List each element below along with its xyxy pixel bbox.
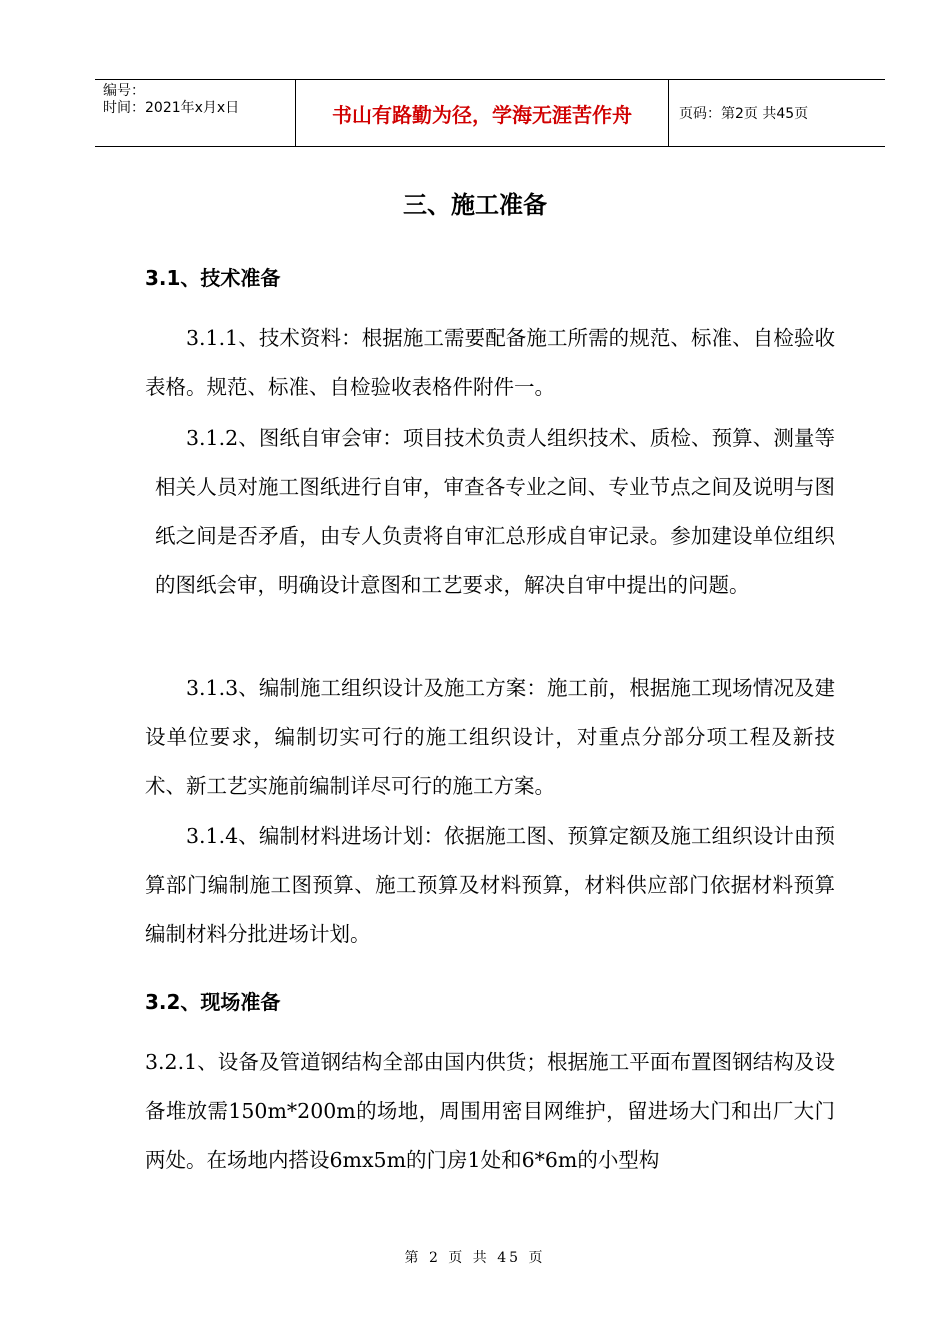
header-left-cell [95,80,295,146]
paragraph-3-1-2: 3.1.2、图纸自审会审：项目技术负责人组织技术、质检、预算、测量等相关人员对施工图纸进行自审，审查各专业之间、专业节点之间及说明与图纸之间是否矛盾，由专人负责将自审汇总形成自审记录。参加建设单位组织的图纸会审，明确设计意图和工艺要求，解决自审中提出的问题。 [155,426,835,597]
motto: 书山有路勤为径，学海无涯苦作舟 [295,80,669,146]
number-label: 编号： [103,83,145,99]
paragraph-3-1-3: 3.1.3、编制施工组织设计及施工方案：施工前，根据施工现场情况及建设单位要求，编制切实可行的施工组织设计，对重点分部分项工程及新技术、新工艺实施前编制详尽可行的施工方案。 [145,676,835,798]
paragraph-3-2-1: 3.2.1、设备及管道钢结构全部由国内供货；根据施工平面布置图钢结构及设备堆放需150m*200m的场地，周围用密目网维护，留进场大门和出厂大门两处。在场地内搭设6mx5m的门房1处和6*6m的小型构 [145,1050,835,1172]
section-heading-3-2: 3.2、现场准备 [145,990,281,1014]
page-title: 三、施工准备 [403,191,547,219]
page-footer: 第 2 页 共 45 页 [404,1250,546,1266]
paragraph-3-1-1: 3.1.1、技术资料：根据施工需要配备施工所需的规范、标准、自检验收表格。规范、标准、自检验收表格件附件一。 [145,326,835,399]
paragraph-3-1-4: 3.1.4、编制材料进场计划：依据施工图、预算定额及施工组织设计由预算部门编制施工图预算、施工预算及材料预算，材料供应部门依据材料预算编制材料分批进场计划。 [145,824,835,946]
page-info: 页码：第2页 共45页 [679,106,809,122]
time-label: 时间：2021年x月x日 [103,100,240,116]
section-heading-3-1: 3.1、技术准备 [145,266,281,290]
page-header [95,79,885,147]
